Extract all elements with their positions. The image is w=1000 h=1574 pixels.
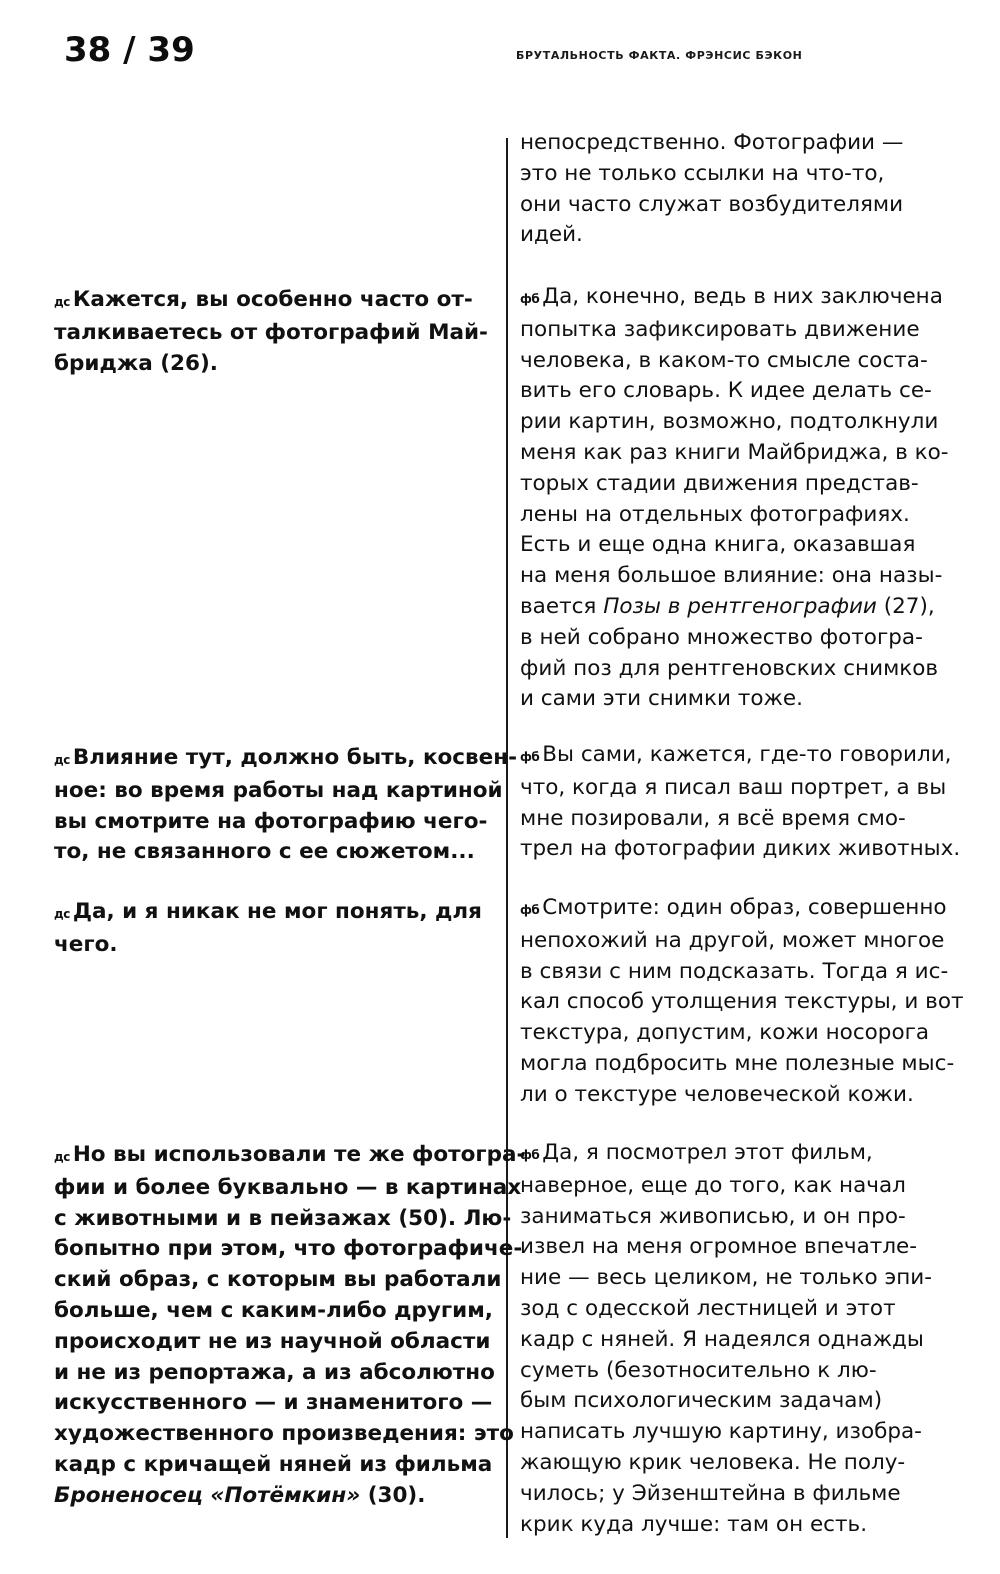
text-line: крик куда лучше: там он есть. <box>520 1511 868 1537</box>
text-line: ли о текстуре человеческой кожи. <box>520 1081 914 1107</box>
speaker-label: фб <box>520 750 540 764</box>
text-line: и сами эти снимки тоже. <box>520 686 803 712</box>
speaker-label: фб <box>520 1148 540 1162</box>
text-line: и не из репортажа, а из абсолютно <box>54 1359 495 1385</box>
text-line: написать лучшую картину, изобра- <box>520 1419 922 1445</box>
text-line: человека, в каком-то смысле соста- <box>520 347 928 373</box>
text-line: что, когда я писал ваш портрет, а вы <box>520 774 947 800</box>
answer-block <box>520 893 964 1111</box>
text-line: Есть и еще одна книга, оказавшая <box>520 532 916 558</box>
text-line: жающую крик человека. Не полу- <box>520 1449 906 1475</box>
text-line: чилось; у Эйзенштейна в фильме <box>520 1480 901 1506</box>
text-line: непохожий на другой, может многое <box>520 927 945 953</box>
text-line: ное: во время работы над картиной <box>54 777 503 803</box>
text-line: дс Да, и я никак не мог понять, для <box>54 899 482 924</box>
text-line: ский образ, с которым вы работали <box>54 1267 502 1293</box>
text-line: это не только ссылки на что-то, <box>520 160 885 186</box>
question-block <box>54 897 482 961</box>
text-line: чего. <box>54 931 118 957</box>
speaker-label: фб <box>520 292 540 306</box>
text-line: фии и более буквально — в картинах <box>54 1174 522 1200</box>
text-line: больше, чем с каким-либо другим, <box>54 1297 493 1323</box>
text-line: трел на фотографии диких животных. <box>520 836 961 862</box>
text-line: фб Смотрите: один образ, совершенно <box>520 895 947 920</box>
text-line: рии картин, возможно, подтолкнули <box>520 409 939 435</box>
text-line: непосредственно. Фотографии — <box>520 130 904 155</box>
question-block <box>54 1140 525 1512</box>
text-line: фб Вы сами, кажется, где-то говорили, <box>520 742 952 767</box>
text-line: попытка зафиксировать движение <box>520 316 920 342</box>
answer-block <box>520 282 949 715</box>
text-line: в ней собрано множество фотогра- <box>520 624 923 650</box>
text-line: кал способ утолщения текстуры, и вот <box>520 989 964 1015</box>
text-line: вить его словарь. К идее делать се- <box>520 378 932 404</box>
speaker-label: дс <box>54 753 70 767</box>
question-block <box>54 743 517 868</box>
text-line: фб Да, конечно, ведь в них заключена <box>520 284 943 309</box>
text-line: суметь (безотносительно к лю- <box>520 1357 877 1383</box>
running-title: БРУТАЛЬНОСТЬ ФАКТА. ФРЭНСИС БЭКОН <box>516 49 803 62</box>
text-line: наверное, еще до того, как начал <box>520 1172 906 1198</box>
text-line: ние — весь целиком, не только эпи- <box>520 1265 933 1291</box>
text-line: вы смотрите на фотографию чего- <box>54 808 488 834</box>
book-title: Позы в рентгенографии <box>603 593 877 619</box>
text-line: происходит не из научной области <box>54 1328 491 1354</box>
text-line: вается Позы в рентгенографии (27), <box>520 593 935 619</box>
answer-block <box>520 1138 932 1540</box>
text-line: искусственного — и знаменитого — <box>54 1390 493 1416</box>
text-line: лены на отдельных фотографиях. <box>520 501 910 527</box>
text-line: бриджа (26). <box>54 350 218 376</box>
text-line: художественного произведения: это <box>54 1421 514 1447</box>
film-title: Броненосец «Потёмкин» <box>54 1482 361 1508</box>
text-line: меня как раз книги Майбриджа, в ко- <box>520 439 949 465</box>
text-line: Броненосец «Потёмкин» (30). <box>54 1482 426 1508</box>
text-line: дс Но вы использовали те же фотогра- <box>54 1142 526 1167</box>
text-line: заниматься живописью, и он про- <box>520 1203 906 1229</box>
text-line: с животными и в пейзажах (50). Лю- <box>54 1205 512 1231</box>
text-line: торых стадии движения представ- <box>520 470 919 496</box>
text-line: дс Кажется, вы особенно часто от- <box>54 287 473 312</box>
text-line: на меня большое влияние: она назы- <box>520 563 943 589</box>
speaker-label: дс <box>54 907 70 921</box>
text-line: кадр с кричащей няней из фильма <box>54 1451 493 1477</box>
text-line: талкиваетесь от фотографий Май- <box>54 319 488 345</box>
text-line: то, не связанного с ее сюжетом... <box>54 839 475 865</box>
text-line: могла подбросить мне полезные мыс- <box>520 1050 955 1076</box>
question-block <box>54 285 488 379</box>
text-line: кадр с няней. Я надеялся однажды <box>520 1326 924 1352</box>
text-line: идей. <box>520 222 583 248</box>
text-line: фб Да, я посмотрел этот фильм, <box>520 1140 873 1165</box>
speaker-label: фб <box>520 903 540 917</box>
text-line: бым психологическим задачам) <box>520 1388 883 1414</box>
text-line: зод с одесской лестницей и этот <box>520 1295 896 1321</box>
text-line: они часто служат возбудителями <box>520 191 904 217</box>
speaker-label: дс <box>54 295 70 309</box>
text-line: текстура, допустим, кожи носорога <box>520 1020 930 1046</box>
answer-block <box>520 128 903 251</box>
text-line: мне позировали, я всё время смо- <box>520 805 906 831</box>
text-line: бопытно при этом, что фотографиче- <box>54 1236 523 1262</box>
text-line: фий поз для рентгеновских снимков <box>520 655 939 681</box>
text-line: дс Влияние тут, должно быть, косвен- <box>54 745 518 770</box>
text-line: извел на меня огромное впечатле- <box>520 1234 918 1260</box>
page-number: 38 / 39 <box>64 30 195 70</box>
speaker-label: дс <box>54 1150 70 1164</box>
answer-block <box>520 740 960 865</box>
text-line: в связи с ним подсказать. Тогда я ис- <box>520 958 949 984</box>
